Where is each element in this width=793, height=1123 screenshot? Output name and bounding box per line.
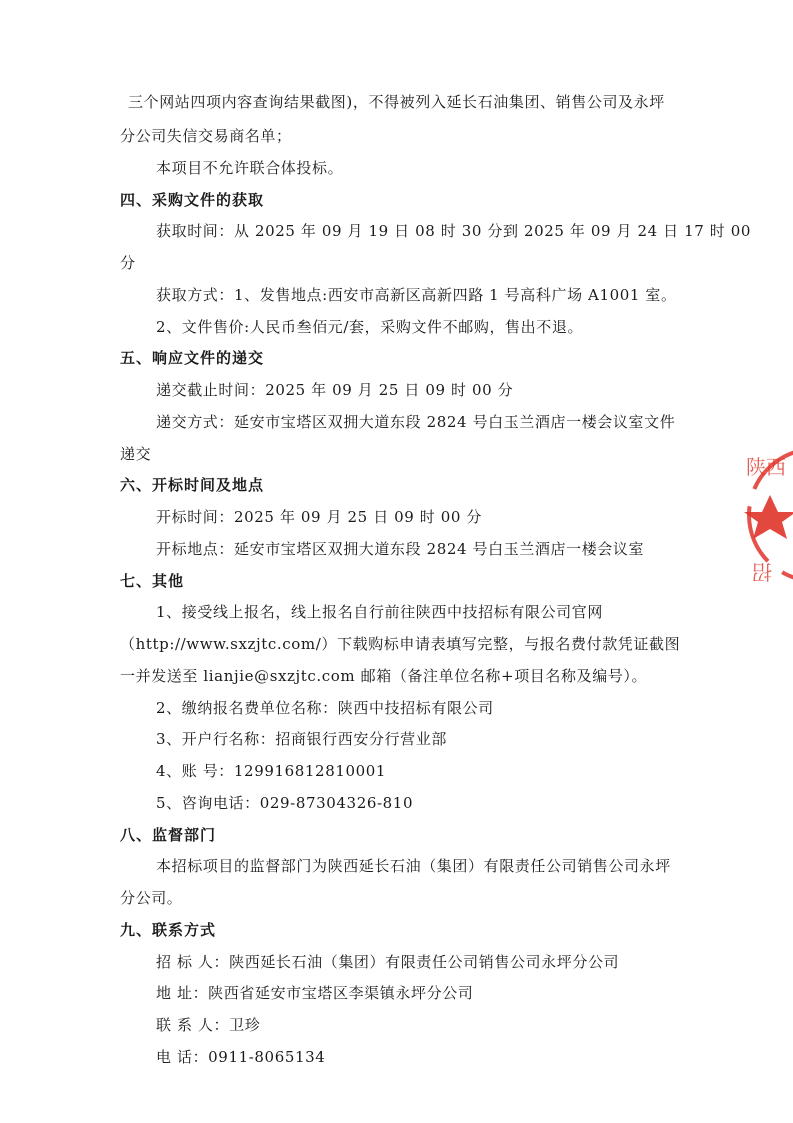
paragraph-line: 递交 (120, 445, 152, 463)
paragraph-line: 获取方式：1、发售地点:西安市高新区高新四路 1 号高科广场 A1001 室。 (156, 286, 677, 304)
paragraph-line: 电 话：0911-8065134 (156, 1048, 326, 1066)
section-heading-submission: 五、响应文件的递交 (120, 349, 265, 367)
paragraph-line: 开标时间：2025 年 09 月 25 日 09 时 00 分 (156, 508, 483, 526)
paragraph-line: 一并发送至 lianjie@sxzjtc.com 邮箱（备注单位名称+项目名称及编号）。 (120, 667, 648, 685)
paragraph-line: 分公司。 (120, 889, 183, 907)
seal-text-top: 陕西 (746, 455, 786, 479)
paragraph-line: 递交方式：延安市宝塔区双拥大道东段 2824 号白玉兰酒店一楼会议室文件 (156, 413, 676, 431)
section-heading-supervision: 八、监督部门 (120, 826, 217, 844)
paragraph-line: 3、开户行名称：招商银行西安分行营业部 (156, 730, 447, 748)
paragraph-line: 开标地点：延安市宝塔区双拥大道东段 2824 号白玉兰酒店一楼会议室 (156, 540, 645, 558)
paragraph-line: 递交截止时间：2025 年 09 月 25 日 09 时 00 分 (156, 381, 514, 399)
paragraph-line: 2、缴纳报名费单位名称：陕西中技招标有限公司 (156, 699, 494, 717)
section-heading-procurement-docs: 四、采购文件的获取 (120, 191, 265, 209)
paragraph-line: 本项目不允许联合体投标。 (156, 159, 344, 177)
seal-text-bottom: 招 (752, 560, 772, 584)
paragraph-line: 1、接受线上报名，线上报名自行前往陕西中技招标有限公司官网 (156, 603, 603, 621)
section-heading-other: 七、其他 (120, 572, 185, 590)
paragraph-line: 5、咨询电话：029-87304326-810 (156, 794, 414, 812)
paragraph-line: 本招标项目的监督部门为陕西延长石油（集团）有限责任公司销售公司永坪 (156, 857, 671, 875)
official-seal (740, 440, 793, 590)
paragraph-line: （http://www.sxzjtc.com/）下载购标申请表填写完整，与报名费付款凭证截图 (120, 635, 681, 653)
paragraph-line: 分公司失信交易商名单； (120, 127, 292, 145)
paragraph-line: 招 标 人：陕西延长石油（集团）有限责任公司销售公司永坪分公司 (156, 953, 620, 971)
section-heading-contact: 九、联系方式 (120, 921, 217, 939)
paragraph-line: 2、文件售价:人民币叁佰元/套，采购文件不邮购，售出不退。 (156, 318, 584, 336)
paragraph-line: 地 址：陕西省延安市宝塔区李渠镇永坪分公司 (156, 984, 474, 1002)
paragraph-line: 分 (120, 254, 136, 272)
paragraph-line: 4、账 号：129916812810001 (156, 762, 387, 780)
paragraph-line: 联 系 人：卫珍 (156, 1016, 261, 1034)
section-heading-opening: 六、开标时间及地点 (120, 476, 265, 494)
paragraph-line: 三个网站四项内容查询结果截图)，不得被列入延长石油集团、销售公司及永坪 (128, 93, 665, 111)
paragraph-line: 获取时间：从 2025 年 09 月 19 日 08 时 30 分到 2025 年 09 月 24 日 17 时 00 (156, 222, 752, 240)
